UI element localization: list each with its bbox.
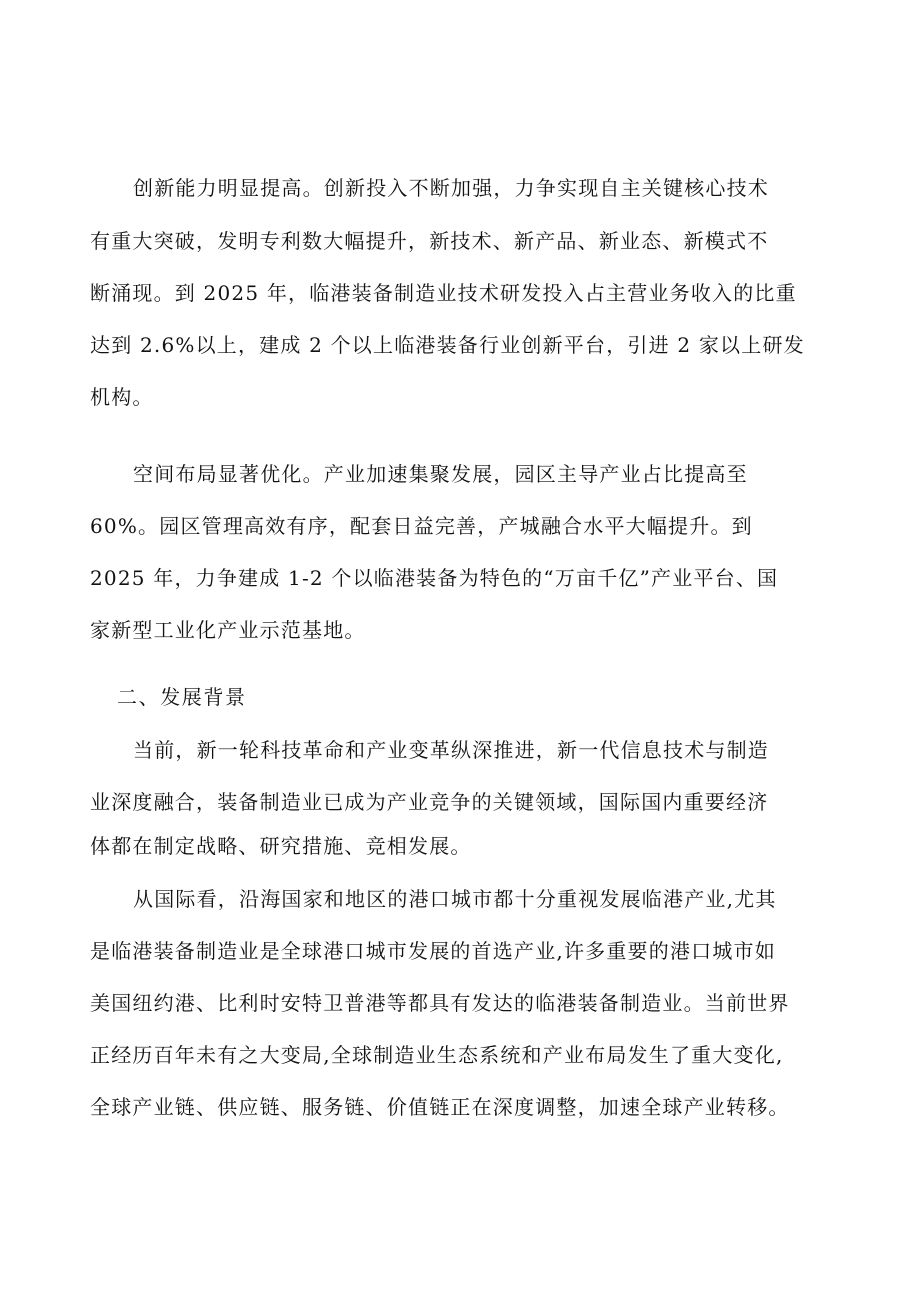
paragraph-line: 60%。园区管理高效有序，配套日益完善，产城融合水平大幅提升。到 xyxy=(90,514,753,538)
paragraph-line: 达到 2.6%以上，建成 2 个以上临港装备行业创新平台，引进 2 家以上研发 xyxy=(90,333,805,357)
paragraph-line: 是临港装备制造业是全球港口城市发展的首选产业,许多重要的港口城市如 xyxy=(90,939,776,963)
paragraph-line: 体都在制定战略、研究措施、竞相发展。 xyxy=(90,834,472,858)
paragraph-line: 美国纽约港、比利时安特卫普港等都具有发达的临港装备制造业。当前世界 xyxy=(90,991,790,1015)
paragraph-line: 家新型工业化产业示范基地。 xyxy=(90,618,366,642)
paragraph-line: 业深度融合，装备制造业已成为产业竞争的关键领域，国际国内重要经济 xyxy=(90,790,769,814)
paragraph-line: 2025 年，力争建成 1-2 个以临港装备为特色的“万亩千亿”产业平台、国 xyxy=(90,566,779,590)
paragraph-line: 全球产业链、供应链、服务链、价值链正在深度调整，加速全球产业转移。 xyxy=(90,1095,790,1119)
paragraph-line: 空间布局显著优化。产业加速集聚发展，园区主导产业占比提高至 xyxy=(133,462,748,486)
paragraph-line: 有重大突破，发明专利数大幅提升，新技术、新产品、新业态、新模式不 xyxy=(90,229,769,253)
section-heading: 二、发展背景 xyxy=(117,685,247,709)
paragraph-line: 正经历百年未有之大变局,全球制造业生态系统和产业布局发生了重大变化, xyxy=(90,1043,784,1067)
paragraph-line: 当前，新一轮科技革命和产业变革纵深推进，新一代信息技术与制造 xyxy=(133,738,769,762)
paragraph-line: 机构。 xyxy=(90,385,154,409)
paragraph-line: 创新能力明显提高。创新投入不断加强，力争实现自主关键核心技术 xyxy=(133,176,769,200)
paragraph-line: 断涌现。到 2025 年，临港装备制造业技术研发投入占主营业务收入的比重 xyxy=(90,281,797,305)
paragraph-line: 从国际看，沿海国家和地区的港口城市都十分重视发展临港产业,尤其 xyxy=(133,887,777,911)
